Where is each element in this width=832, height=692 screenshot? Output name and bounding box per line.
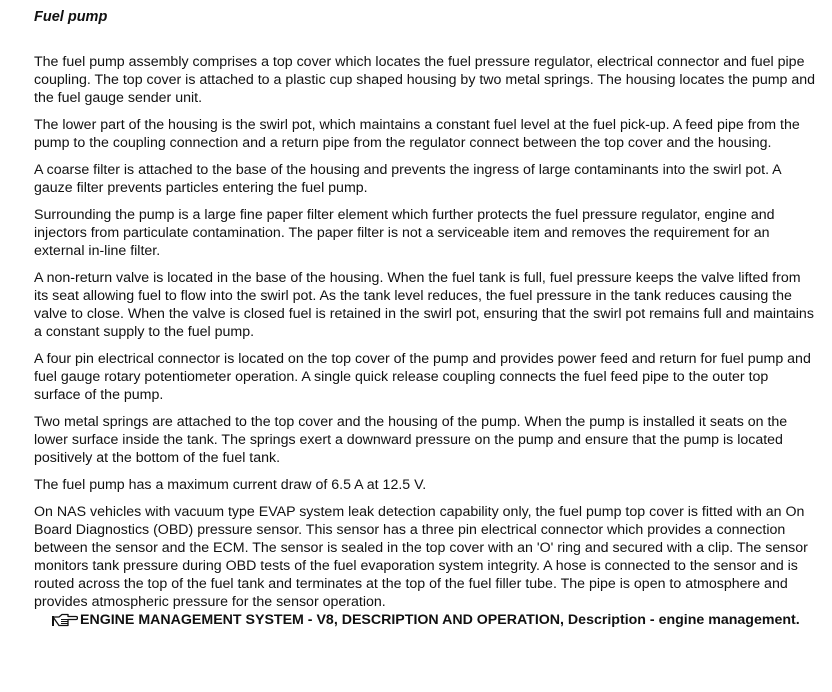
paragraph-electrical-connector: A four pin electrical connector is located on the top cover of the pump and provides power feed and return for fuel pump and fuel gauge rotary potentiometer operation. A single quick release coupling connects the fuel feed pipe to the outer top surface of the pump. [34,351,811,403]
paragraph-metal-springs: Two metal springs are attached to the top cover and the housing of the pump. When the pump is installed it seats on the lower surface inside the tank. The springs exert a downward pressure on the pump and ensure that the pump is located positively at the bottom of the fuel tank. [34,414,788,466]
section-title: Fuel pump [34,9,108,25]
paragraph-coarse-filter: A coarse filter is attached to the base of the housing and prevents the ingress of large contaminants into the swirl pot. A gauze filter prevents particles entering the fuel pump. [34,162,781,196]
paragraph-assembly: The fuel pump assembly comprises a top cover which locates the fuel pressure regulator, electrical connector and fuel pipe coupling. The top cover is attached to a plastic cup shaped housing by two metal springs. The housing locates the pump and the fuel gauge sender unit. [34,54,816,106]
paragraph-paper-filter: Surrounding the pump is a large fine paper filter element which further protects the fuel pressure regulator, engine and injectors from particulate contamination. The paper filter is not a serviceable item and removes the requirement for an external in-line filter. [34,207,775,259]
document-page [34,8,816,629]
paragraph-current-draw: The fuel pump has a maximum current draw of 6.5 A at 12.5 V. [34,477,427,493]
paragraph-swirl-pot: The lower part of the housing is the swirl pot, which maintains a constant fuel level at the fuel pick-up. A feed pipe from the pump to the coupling connection and a return pipe from the regulator connect between the top cover and the housing. [34,117,800,151]
cross-reference-text: ENGINE MANAGEMENT SYSTEM - V8, DESCRIPTION AND OPERATION, Description - engine management. [80,612,800,628]
pointing-hand-icon [34,613,80,627]
cross-reference-link[interactable] [34,611,816,629]
paragraph-non-return-valve: A non-return valve is located in the base of the housing. When the fuel tank is full, fuel pressure keeps the valve lifted from its seat allowing fuel to flow into the swirl pot. As the tank level reduces, the fuel pressure in the tank reduces causing the valve to close. When the valve is closed fuel is retained in the swirl pot, ensuring that the swirl pot remains full and maintains a constant supply to the fuel pump. [34,270,814,340]
paragraph-obd-sensor: On NAS vehicles with vacuum type EVAP system leak detection capability only, the fuel pump top cover is fitted with an On Board Diagnostics (OBD) pressure sensor. This sensor has a three pin electrical connector which provides a connection between the sensor and the ECM. The sensor is sealed in the top cover with an 'O' ring and secured with a clip. The sensor monitors tank pressure during OBD tests of the fuel evaporation system integrity. A hose is connected to the sensor and is routed across the top of the fuel tank and terminates at the top of the fuel filler tube. The pipe is open to atmosphere and provides atmospheric pressure for the sensor operation. [34,504,808,610]
